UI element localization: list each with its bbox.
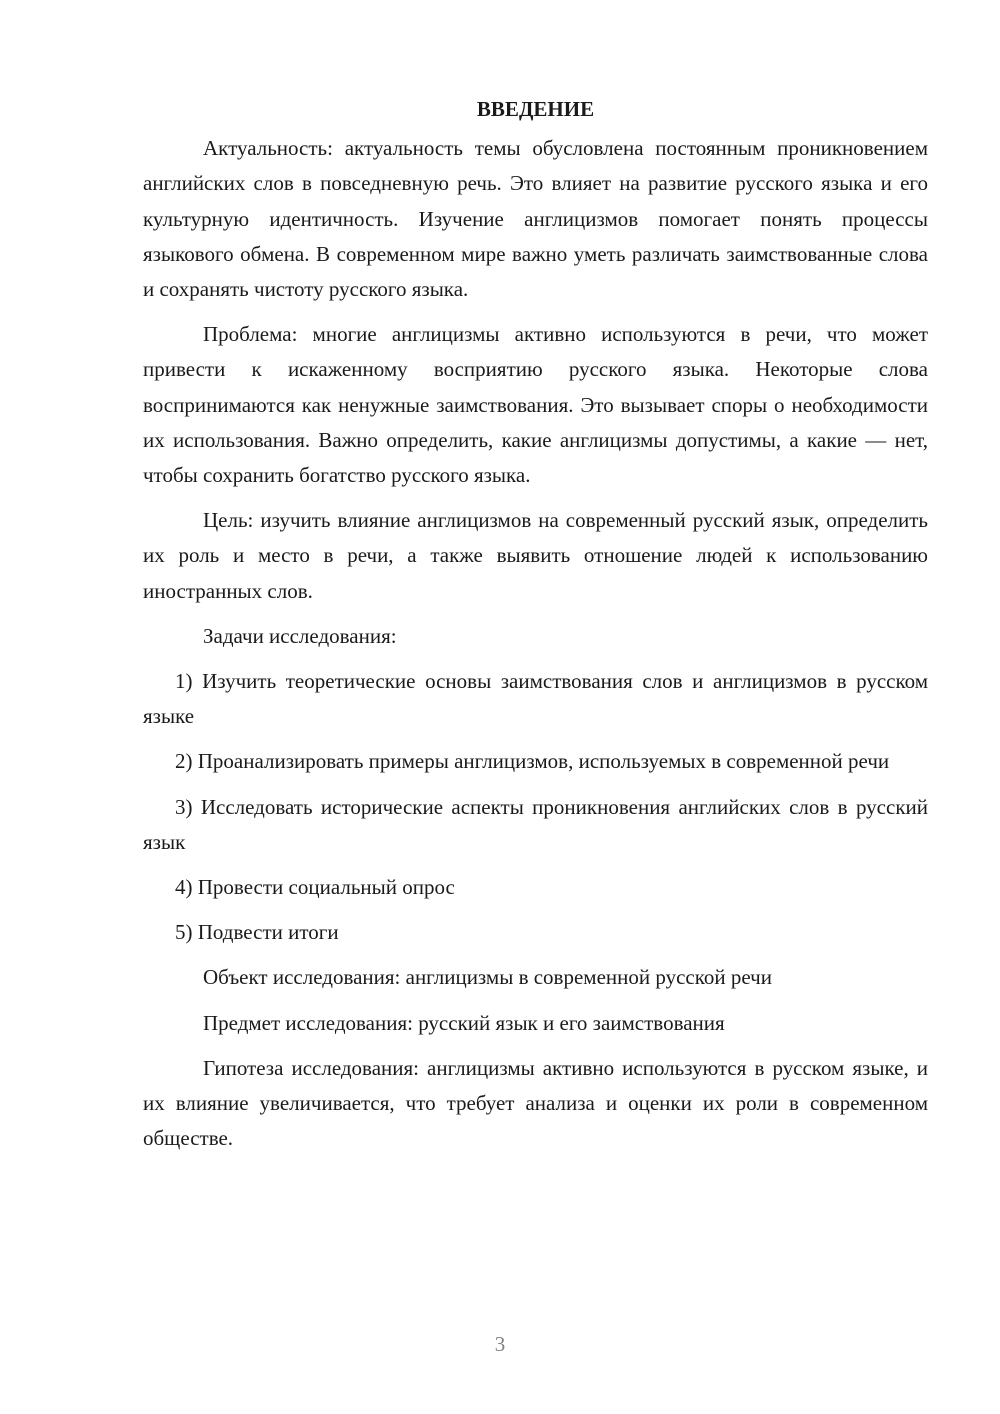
page-number: 3 <box>494 1332 506 1356</box>
task-item-3: 3) Исследовать исторические аспекты проникновения английских слов в русский язык <box>143 794 928 854</box>
goal-paragraph: Цель: изучить влияние англицизмов на современный русский язык, определить их роль и место в речи, а также выявить отношение людей к использованию иностранных слов. <box>143 508 928 603</box>
page-title: ВВЕДЕНИЕ <box>476 97 595 121</box>
relevance-paragraph: Актуальность: актуальность темы обусловлена постоянным проникновением английских слов в повседневную речь. Это влияет на развитие русского языка и его культурную идентичность. Изучение англицизмов помогает понять процессы языкового обмена. В современном мире важно уметь различать заимствованные слова и сохранять чистоту русского языка. <box>143 136 928 302</box>
problem-paragraph: Проблема: многие англицизмы активно используются в речи, что может привести к искаженному восприятию русского языка. Некоторые слова воспринимаются как ненужные заимствования. Это вызывает споры о необходимости их использования. Важно определить, какие англицизмы допустимы, а какие — нет, чтобы сохранить богатство русского языка. <box>143 322 928 488</box>
document-page <box>143 92 928 1166</box>
hypothesis-paragraph: Гипотеза исследования: англицизмы активно используются в русском языке, и их влияние увеличивается, что требует анализа и оценки их роли в современном обществе. <box>143 1055 928 1151</box>
task-item-1: 1) Изучить теоретические основы заимствования слов и англицизмов в русском языке <box>143 669 928 729</box>
task-item-4: 4) Провести социальный опрос <box>175 875 455 900</box>
object-paragraph: Объект исследования: англицизмы в современной русской речи <box>203 965 772 990</box>
task-item-2: 2) Проанализировать примеры англицизмов, используемых в современной речи <box>175 749 890 774</box>
task-item-5: 5) Подвести итоги <box>175 920 339 945</box>
tasks-heading: Задачи исследования: <box>203 623 397 648</box>
subject-paragraph: Предмет исследования: русский язык и его заимствования <box>203 1010 725 1035</box>
